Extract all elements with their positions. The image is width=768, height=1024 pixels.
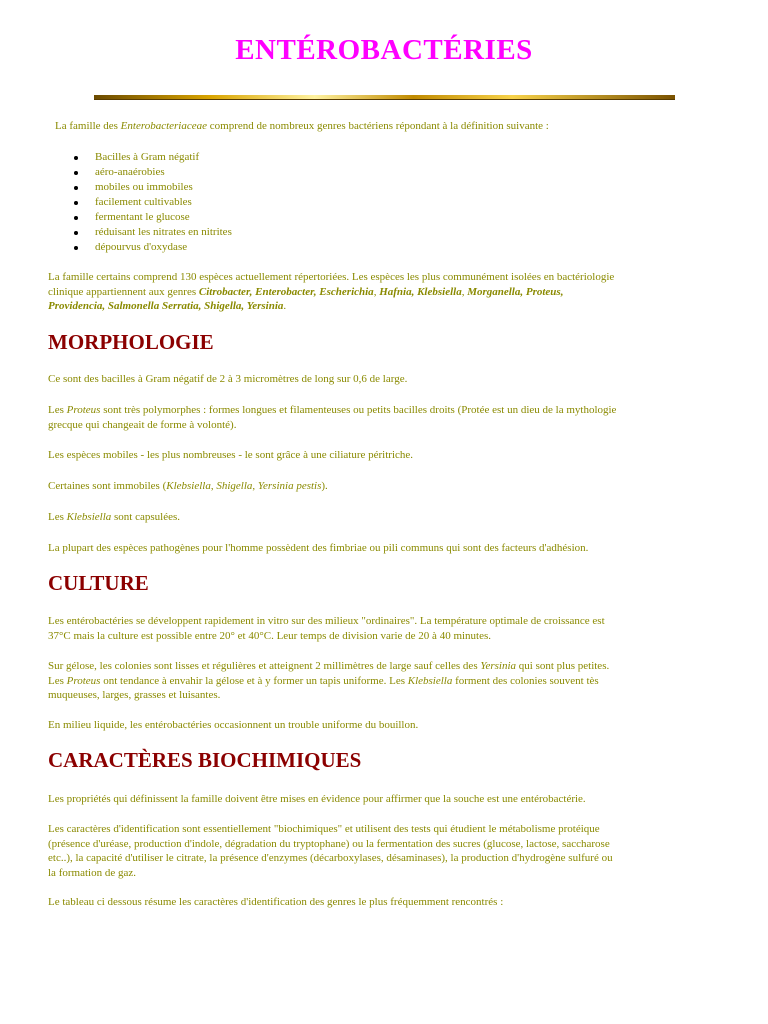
intro-paragraph: La famille des Enterobacteriaceae comprend de nombreux genres bactériens répondant à la définition suivante : [55,120,549,132]
culture-paragraph: Les entérobactéries se développent rapidement in vitro sur des milieux "ordinaires". La température optimale de croissance est 37°C mais la culture est possible entre 20° et 40°C. Leur temps de division varie de 20 à 40 minutes. [48,615,605,642]
morphologie-paragraph: La plupart des espèces pathogènes pour l'homme possèdent des fimbriae ou pili communs qui sont des facteurs d'adhésion. [48,542,589,554]
biochimie-paragraph: Les propriétés qui définissent la famille doivent être mises en évidence pour affirmer que la souche est une entérobactérie. [48,793,586,805]
morphologie-paragraph: Certaines sont immobiles (Klebsiella, Shigella, Yersinia pestis). [48,480,328,492]
definition-criteria-list [48,150,232,255]
page-title: ENTÉROBACTÉRIES [235,34,533,66]
list-item: facilement cultivables [48,195,232,210]
heading-caracteres-biochimiques: CARACTÈRES BIOCHIMIQUES [48,748,362,772]
list-item: mobiles ou immobiles [48,180,232,195]
list-item: dépourvus d'oxydase [48,240,232,255]
genera-paragraph: La famille certains comprend 130 espèces actuellement répertoriées. Les espèces les plus communément isolées en bactériologie clinique appartiennent aux genres Citrobacter, Enterobacter, Escherichia, Hafnia, Klebsiella, Morganella, Proteus, Providencia, Salmonella Serratia, Shigella, Yersinia. [48,271,615,312]
morphologie-paragraph: Les Proteus sont très polymorphes : formes longues et filamenteuses ou petits bacilles droits (Protée est un dieu de la mythologie grecque qui changeait de forme à volonté). [48,404,617,431]
list-item: réduisant les nitrates en nitrites [48,225,232,240]
culture-paragraph: Sur gélose, les colonies sont lisses et régulières et atteignent 2 millimètres de large sauf celles des Yersinia qui sont plus petites. Les Proteus ont tendance à envahir la gélose et à y former un tapis uniforme. Les Klebsiella forment des colonies souvent tès muqueuses, larges, grasses et luisantes. [48,660,610,701]
morphologie-paragraph: Les espèces mobiles - les plus nombreuses - le sont grâce à une ciliature péritriche. [48,449,414,461]
decorative-gold-rule [94,95,675,99]
list-item: Bacilles à Gram négatif [48,150,232,165]
morphologie-paragraph: Ce sont des bacilles à Gram négatif de 2 à 3 micromètres de long sur 0,6 de large. [48,373,408,385]
morphologie-paragraph: Les Klebsiella sont capsulées. [48,511,180,523]
list-item: fermentant le glucose [48,210,232,225]
biochimie-paragraph: Le tableau ci dessous résume les caractères d'identification des genres le plus fréquemment rencontrés : [48,896,504,908]
culture-paragraph: En milieu liquide, les entérobactéries occasionnent un trouble uniforme du bouillon. [48,719,419,731]
heading-culture: CULTURE [48,571,149,595]
heading-morphologie: MORPHOLOGIE [48,330,214,354]
list-item: aéro-anaérobies [48,165,232,180]
biochimie-paragraph: Les caractères d'identification sont essentiellement "biochimiques" et utilisent des tests qui étudient le métabolisme protéique (présence d'uréase, production d'indole, dégradation du tryptophane) ou la fermentation des sucres (glucose, lactose, saccharose etc..), la capacité d'utiliser le citrate, la présence d'enzymes (décarboxylases, désaminases), la production d'hydrogène sulfuré ou la formation de gaz. [48,823,613,879]
family-name: Enterobacteriaceae [120,120,208,132]
